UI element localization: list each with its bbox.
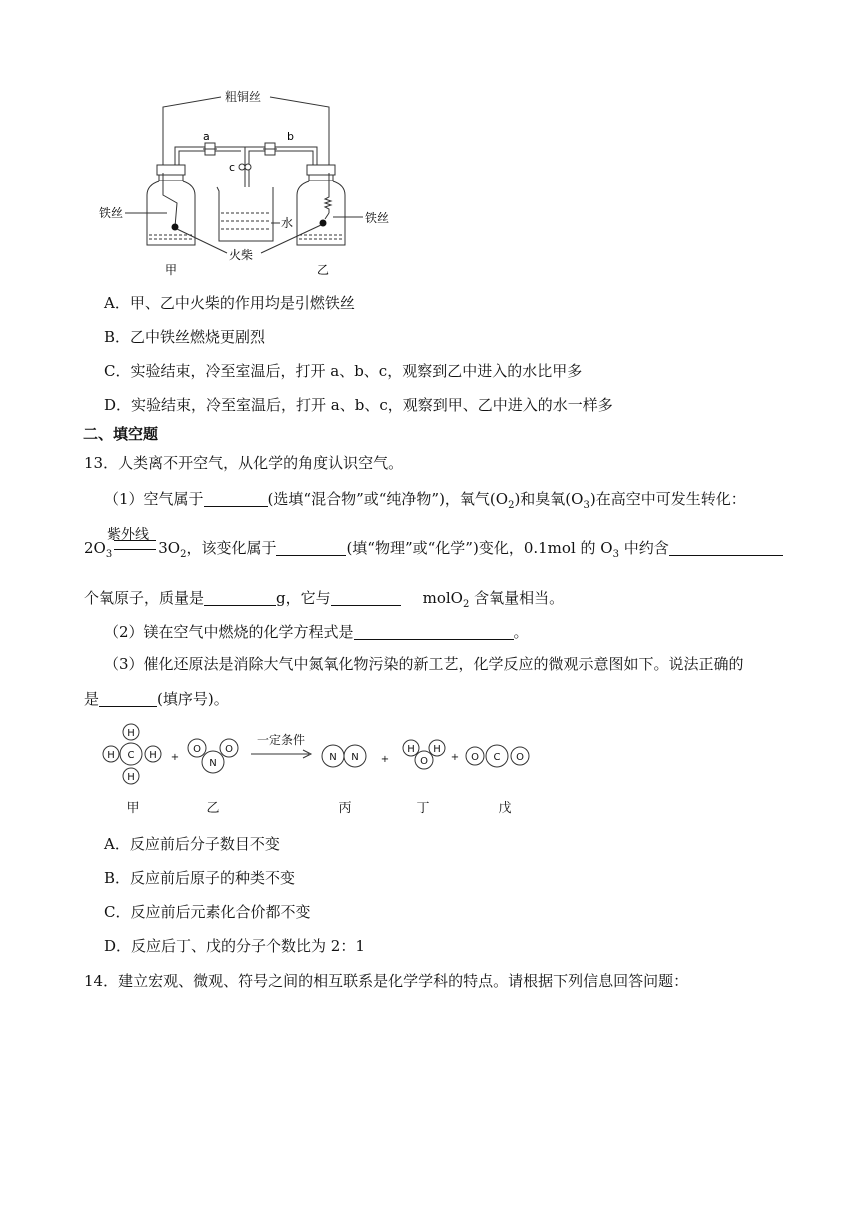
subscript: 2 — [180, 549, 187, 560]
jar-right-label: 乙 — [317, 263, 330, 277]
q13-option-b: B．反应前后原子的种类不变 — [104, 869, 296, 887]
atom-n: N — [209, 758, 217, 769]
q13-part1-line2 — [84, 537, 783, 560]
q13-blank-change-type[interactable] — [276, 539, 346, 556]
atom-h: H — [107, 750, 115, 761]
experiment-apparatus-figure — [95, 85, 405, 280]
equation-left: 2O — [84, 539, 106, 557]
atom-h: H — [149, 750, 157, 761]
q13-part2-end: 。 — [513, 623, 529, 641]
reaction-micro-diagram — [95, 720, 545, 820]
q12-option-a: A．甲、乙中火柴的作用均是引燃铁丝 — [104, 294, 355, 312]
q14-stem: 14．建立宏观、微观、符号之间的相互联系是化学学科的特点。请根据下列信息回答问题： — [84, 972, 689, 990]
q12-option-b: B．乙中铁丝燃烧更剧烈 — [104, 328, 266, 346]
iron-wire-left-label: 铁丝 — [99, 206, 124, 220]
jar-left-label: 甲 — [165, 263, 178, 277]
equation-double-arrow — [114, 540, 156, 550]
q13-part3-text: 是 — [84, 690, 100, 708]
copper-wire-label: 粗铜丝 — [225, 90, 262, 104]
valve-b-label: b — [287, 130, 294, 143]
atom-n: N — [329, 752, 337, 763]
q13-line3-text: g，它与 — [276, 589, 331, 607]
subscript: 3 — [105, 549, 113, 560]
reaction-condition: 一定条件 — [256, 733, 306, 747]
q13-line2-text: ，该变化属于 — [186, 539, 277, 557]
q13-stem: 13．人类离不开空气，从化学的角度认识空气。 — [84, 454, 404, 472]
section-title: 二、填空题 — [83, 425, 159, 443]
molecule-label-wu: 戊 — [498, 801, 512, 816]
q13-part1-text: (选填“混合物”或“纯净物”)，氧气(O — [267, 490, 509, 508]
q13-line3-text: 个氧原子，质量是 — [84, 589, 205, 607]
atom-h: H — [433, 744, 441, 755]
subscript: 2 — [508, 500, 515, 511]
q13-part1-text: （1）空气属于 — [104, 490, 204, 508]
atom-c: C — [493, 752, 501, 763]
valve-b — [263, 143, 277, 155]
molecule-label-bing: 丙 — [338, 801, 352, 816]
atom-o: O — [471, 752, 479, 763]
iron-wire-right-label: 铁丝 — [365, 211, 390, 225]
q12-option-c: C．实验结束，冷至室温后，打开 a、b、c，观察到乙中进入的水比甲多 — [104, 362, 583, 380]
q13-line3-text: 含氧量相当。 — [469, 589, 565, 607]
q13-part3-line2 — [84, 688, 229, 709]
equation-right: 3O — [158, 539, 181, 557]
q13-option-d: D．反应后丁、戊的分子个数比为 2：1 — [104, 937, 365, 955]
copper-wire-right — [270, 97, 329, 173]
copper-wire-left — [163, 97, 221, 173]
uv-condition-label: 紫外线 — [107, 527, 149, 543]
q13-blank-choice[interactable] — [99, 690, 157, 707]
beaker — [217, 187, 273, 241]
subscript: 3 — [612, 549, 619, 560]
q13-line2-text: 中约含 — [618, 539, 669, 557]
subscript: 2 — [462, 599, 470, 610]
valve-a-label: a — [203, 130, 210, 143]
plus-sign: + — [380, 754, 390, 765]
q13-option-c: C．反应前后元素化合价都不变 — [104, 903, 311, 921]
q13-part1-line3 — [84, 587, 564, 610]
plus-sign: + — [170, 752, 180, 763]
jar-left — [147, 165, 195, 245]
q13-part2 — [104, 621, 529, 642]
valve-a — [203, 143, 217, 155]
atom-h: H — [127, 772, 135, 783]
atom-o: O — [516, 752, 524, 763]
q13-option-a: A．反应前后分子数目不变 — [104, 835, 280, 853]
atom-h: H — [127, 728, 135, 739]
subscript: 3 — [583, 500, 590, 511]
q13-line2-text: (填“物理”或“化学”)变化，0.1mol 的 O — [346, 539, 613, 557]
molecule-label-ding: 丁 — [416, 801, 430, 816]
q12-option-d: D．实验结束，冷至室温后，打开 a、b、c，观察到甲、乙中进入的水一样多 — [104, 396, 613, 414]
molecule-label-jia: 甲 — [126, 801, 140, 816]
atom-o: O — [420, 756, 428, 767]
q13-blank-atom-count[interactable] — [669, 539, 783, 556]
q13-part1-text: )和臭氧(O — [514, 490, 584, 508]
molecule-label-yi: 乙 — [206, 801, 220, 816]
atom-c: C — [127, 750, 135, 761]
q13-blank-mol-o2[interactable] — [331, 589, 401, 606]
atom-o: O — [225, 744, 233, 755]
q13-blank-mg-equation[interactable] — [354, 623, 514, 640]
match-label: 火柴 — [229, 248, 254, 262]
q13-line3-text: molO — [422, 589, 463, 607]
atom-n: N — [351, 752, 359, 763]
q13-part1-line1 — [104, 488, 746, 511]
water-label: 水 — [281, 216, 294, 230]
atom-o: O — [193, 744, 201, 755]
q13-blank-air-type[interactable] — [204, 490, 268, 507]
plus-sign: + — [450, 752, 460, 763]
q13-part2-text: （2）镁在空气中燃烧的化学方程式是 — [104, 623, 354, 641]
q13-part3-line1: （3）催化还原法是消除大气中氮氧化物污染的新工艺，化学反应的微观示意图如下。说法正确的 — [104, 655, 744, 673]
q13-part3-text: (填序号)。 — [157, 690, 229, 708]
q13-blank-mass[interactable] — [204, 589, 276, 606]
atom-h: H — [407, 744, 415, 755]
q13-part1-text: )在高空中可发生转化： — [589, 490, 746, 508]
valve-c-label: c — [229, 161, 236, 174]
